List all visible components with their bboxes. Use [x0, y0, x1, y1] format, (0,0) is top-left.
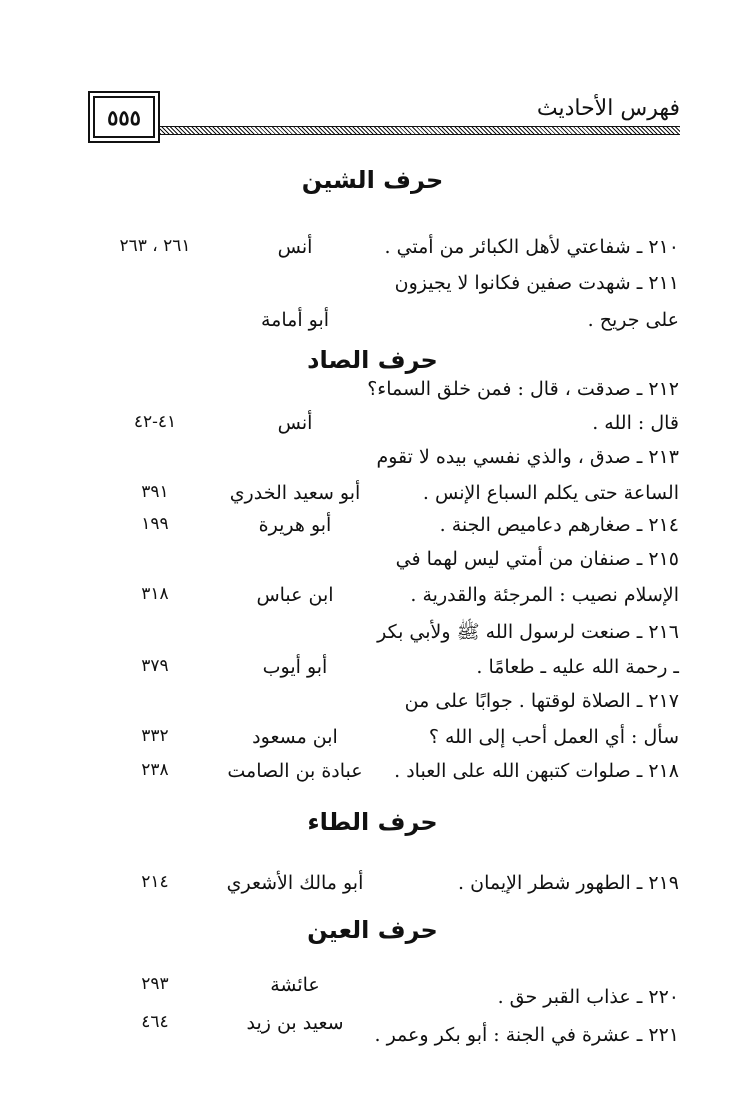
- page-number: ٥٥٥: [93, 96, 155, 138]
- page-refs: ٣١٨: [141, 584, 169, 604]
- narrator: ابن مسعود: [252, 726, 338, 748]
- section-heading-shin: حرف الشين: [301, 166, 444, 194]
- entry-line: [0, 974, 745, 1008]
- header-rule: [160, 126, 680, 135]
- page-refs: ٣٧٩: [141, 656, 169, 676]
- hadith-text: ٢٢٠ ـ عذاب القبر حق .: [497, 986, 679, 1008]
- hadith-text: ٢١٩ ـ الطهور شطر الإيمان .: [458, 872, 679, 894]
- entry-line: [0, 482, 745, 516]
- hadith-text: ٢٢١ ـ عشرة في الجنة : أبو بكر وعمر .: [374, 1024, 679, 1046]
- entry-line: [0, 584, 745, 618]
- page-refs: ٢١٤: [141, 872, 169, 892]
- page-refs: ٤١-٤٢: [133, 412, 177, 432]
- hadith-text: الإسلام نصيب : المرجئة والقدرية .: [410, 584, 679, 606]
- hadith-text: ٢١٢ ـ صدقت ، قال : فمن خلق السماء؟: [367, 378, 679, 400]
- narrator: ابن عباس: [256, 584, 334, 606]
- entry-line: [0, 309, 745, 343]
- hadith-text: ٢١٣ ـ صدق ، والذي نفسي بيده لا تقوم: [376, 446, 679, 468]
- entry-line: [0, 760, 745, 794]
- hadith-text: قال : الله .: [592, 412, 679, 434]
- entry-line: [0, 1012, 745, 1046]
- hadith-text: ٢١٧ ـ الصلاة لوقتها . جوابًا على من: [404, 690, 679, 712]
- page-refs: ٣٩١: [141, 482, 169, 502]
- entry-line: [0, 620, 745, 654]
- hadith-text: ـ رحمة الله عليه ـ طعامًا .: [476, 656, 679, 678]
- hadith-text: ٢١١ ـ شهدت صفين فكانوا لا يجيزون: [394, 272, 679, 294]
- narrator: أبو أمامة: [260, 309, 330, 331]
- entry-line: [0, 412, 745, 446]
- narrator: أبو هريرة: [258, 514, 332, 536]
- entry-line: [0, 690, 745, 724]
- page-refs: ٤٦٤: [141, 1012, 169, 1032]
- entry-line: [0, 726, 745, 760]
- section-heading-ta: حرف الطاء: [307, 808, 438, 836]
- entry-line: [0, 656, 745, 690]
- narrator: عائشة: [270, 974, 320, 996]
- page-refs: ١٩٩: [141, 514, 169, 534]
- entry-line: [0, 378, 745, 412]
- entry-line: [0, 514, 745, 548]
- entry-line: [0, 446, 745, 480]
- entry-line: [0, 236, 745, 270]
- narrator: أبو مالك الأشعري: [226, 872, 364, 894]
- page-refs: ٣٣٢: [141, 726, 169, 746]
- hadith-text: على جريح .: [587, 309, 679, 331]
- section-heading-sad: حرف الصاد: [307, 346, 438, 374]
- hadith-text: ٢١٤ ـ صغارهم دعاميص الجنة .: [439, 514, 679, 536]
- hadith-text: ٢١٦ ـ صنعت لرسول الله ﷺ ولأبي بكر: [377, 621, 679, 643]
- hadith-text: ٢١٥ ـ صنفان من أمتي ليس لهما في: [395, 548, 679, 570]
- page-refs: ٢٦١ ، ٢٦٣: [119, 236, 191, 256]
- entry-line: [0, 272, 745, 306]
- entry-line: [0, 872, 745, 906]
- page-refs: ٢٩٣: [141, 974, 169, 994]
- hadith-text: الساعة حتى يكلم السباع الإنس .: [422, 482, 679, 504]
- entry-line: [0, 548, 745, 582]
- running-header-title: فهرس الأحاديث: [536, 96, 680, 121]
- narrator: أبو سعيد الخدري: [229, 482, 361, 504]
- hadith-text: ٢١٠ ـ شفاعتي لأهل الكبائر من أمتي .: [384, 236, 679, 258]
- narrator: أنس: [277, 236, 313, 258]
- hadith-text: سأل : أي العمل أحب إلى الله ؟: [428, 726, 679, 748]
- narrator: سعيد بن زيد: [246, 1012, 344, 1034]
- hadith-text: ٢١٨ ـ صلوات كتبهن الله على العباد .: [394, 760, 679, 782]
- narrator: أبو أيوب: [262, 656, 328, 678]
- section-heading-ain: حرف العين: [307, 916, 438, 944]
- narrator: أنس: [277, 412, 313, 434]
- page-refs: ٢٣٨: [141, 760, 169, 780]
- narrator: عبادة بن الصامت: [227, 760, 363, 782]
